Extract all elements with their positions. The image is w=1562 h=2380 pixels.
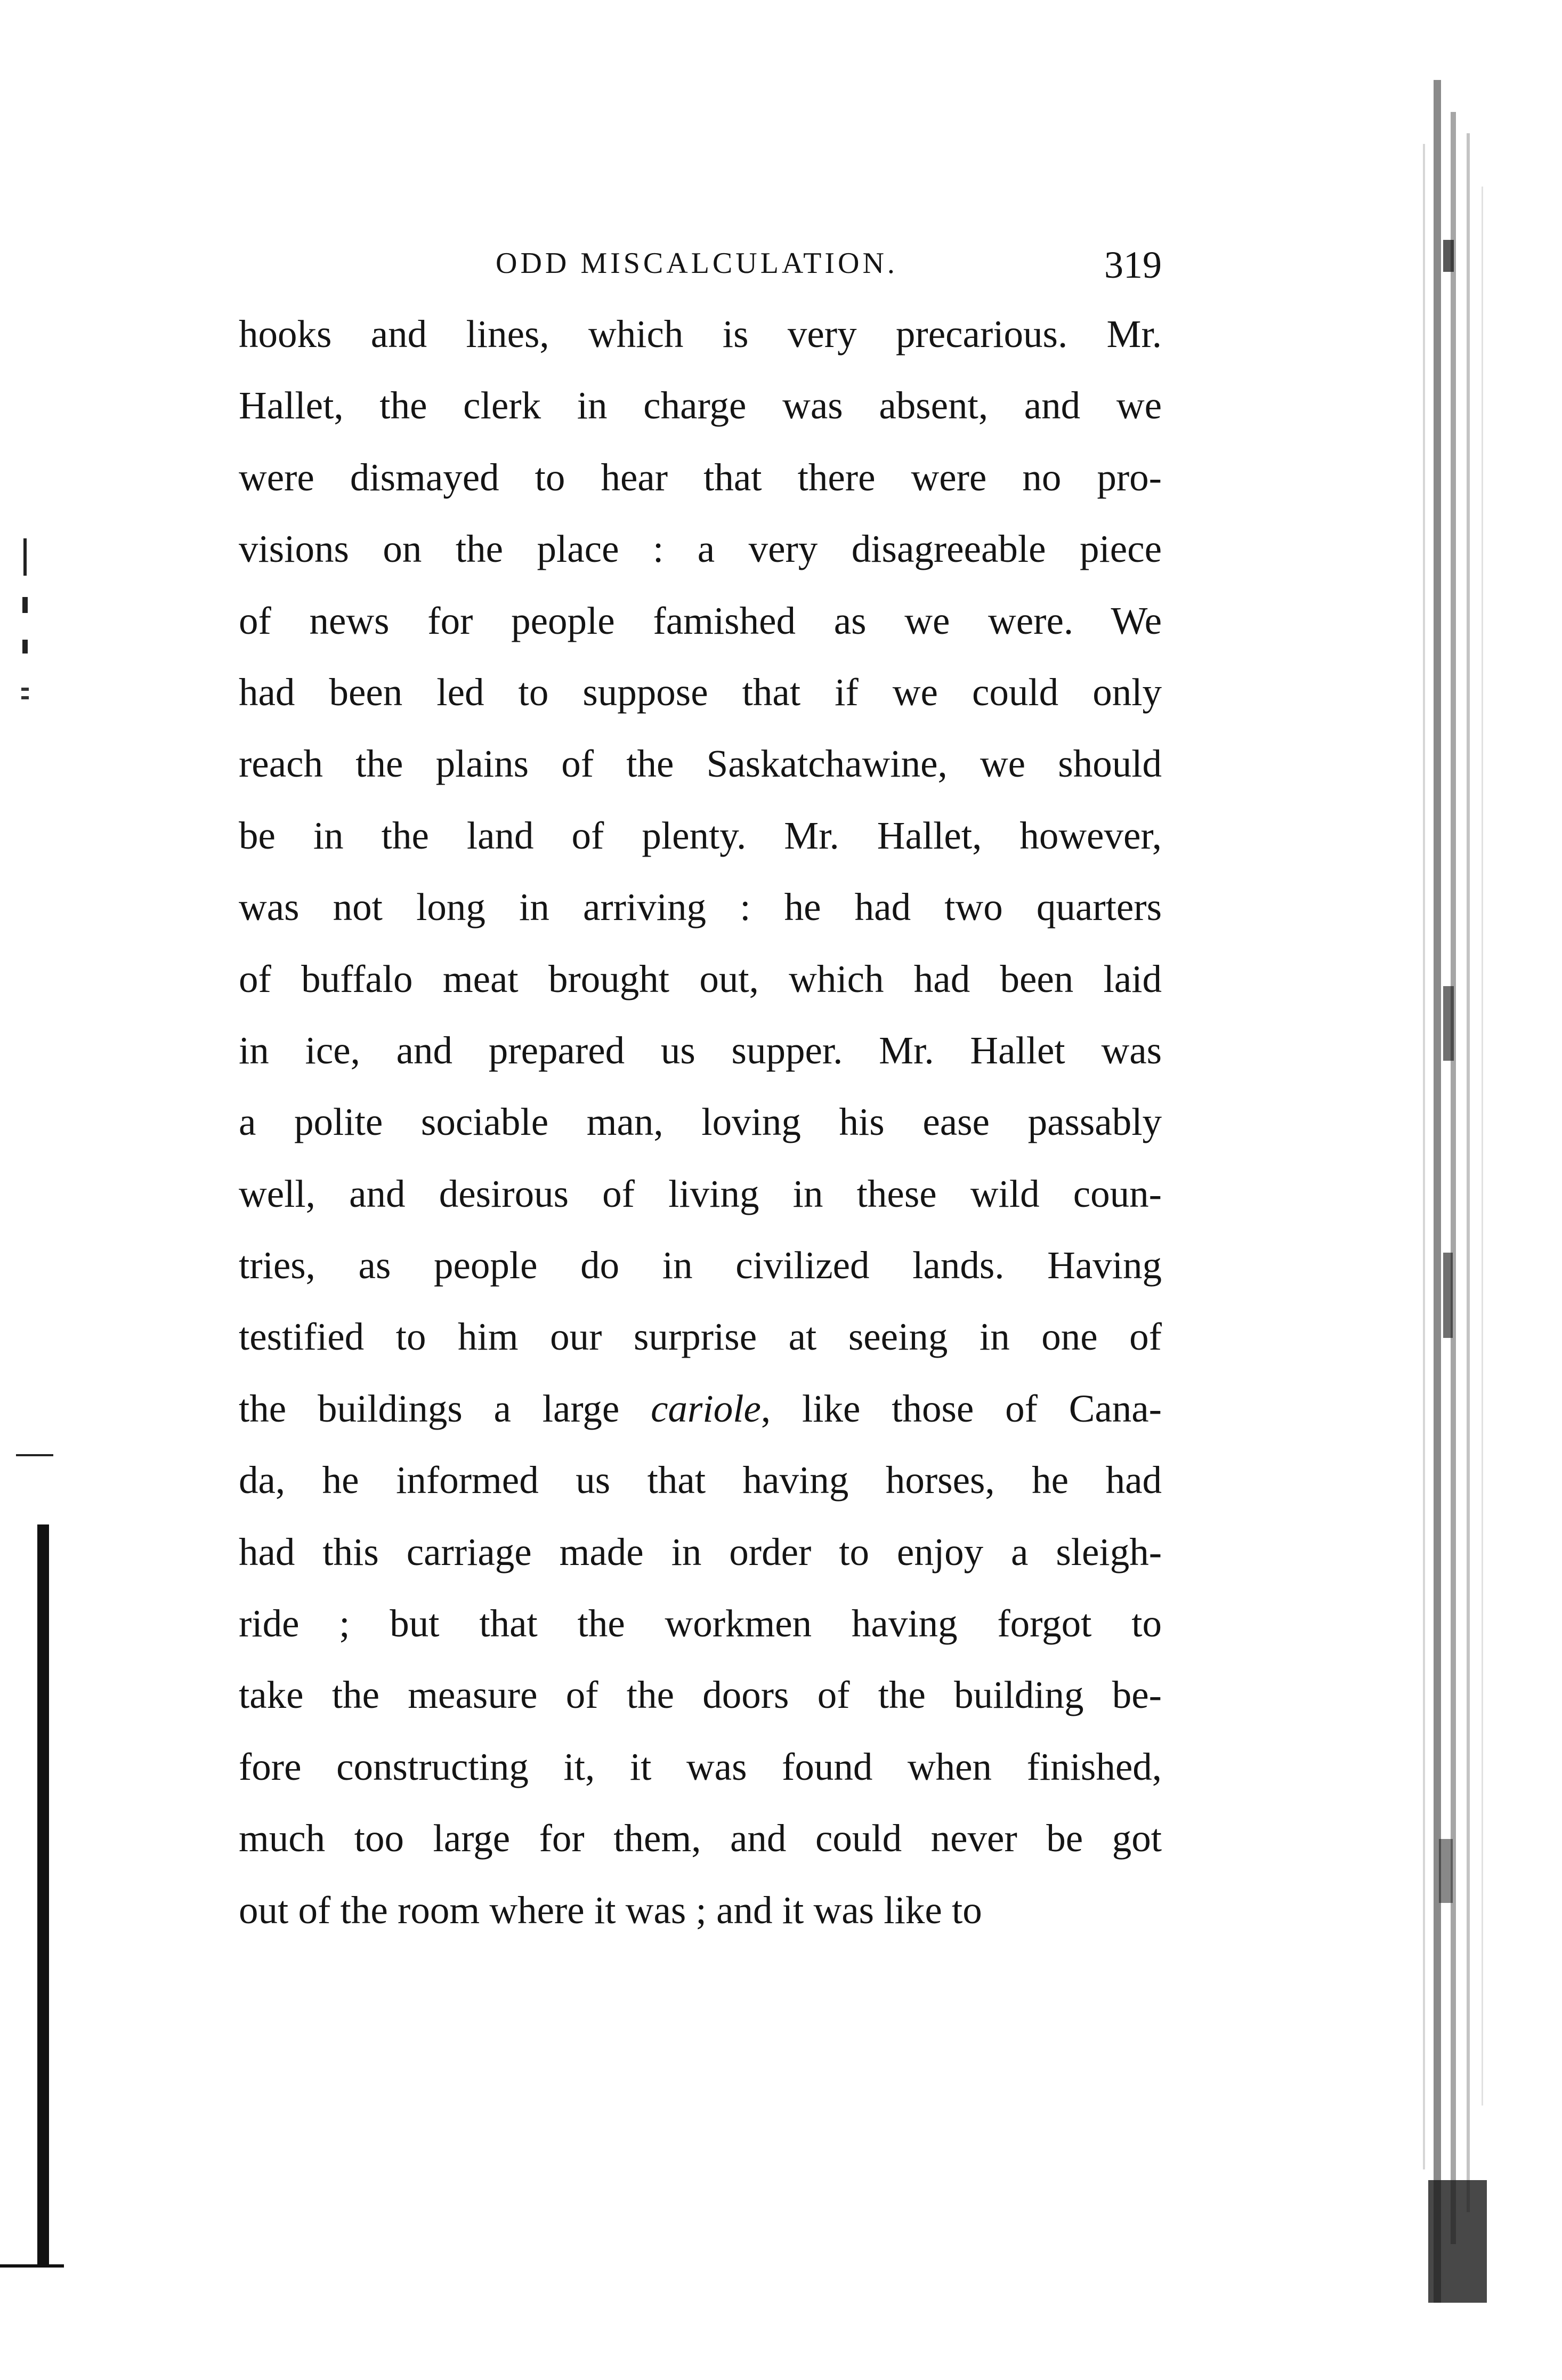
text-line: fore constructing it, it was found when finished, <box>239 1745 1162 1788</box>
scan-tick-left <box>16 1454 53 1456</box>
text-line: much too large for them, and could never be got <box>239 1817 1162 1860</box>
text-line: testified to him our surprise at seeing in one of <box>239 1315 1162 1359</box>
text-line: in ice, and prepared us supper. Mr. Hallet was <box>239 1028 1162 1072</box>
text-line: well, and desirous of living in these wild coun- <box>239 1172 1162 1215</box>
text-line: Hallet, the clerk in charge was absent, and we <box>239 384 1162 427</box>
text-line: were dismayed to hear that there were no pro- <box>239 455 1162 499</box>
page-number: 319 <box>1104 244 1162 286</box>
scan-marks-left <box>14 538 35 714</box>
text-line: reach the plains of the Saskatchawine, we should <box>239 742 1162 786</box>
line-end: , like those of Cana- <box>760 1386 1162 1430</box>
text-line: of news for people famished as we were. We <box>239 599 1162 642</box>
text-line: da, he informed us that having horses, he had <box>239 1458 1162 1502</box>
scan-foot-left <box>0 2264 64 2268</box>
scan-edge-artifact-right <box>1418 80 1503 2303</box>
running-title: ODD MISCALCULATION. <box>496 247 898 280</box>
text-line: out of the room where it was ; and it was like to <box>239 1888 982 1932</box>
text-line: had this carriage made in order to enjoy a sleigh- <box>239 1530 1162 1574</box>
text-line: visions on the place : a very disagreeable piece <box>239 527 1162 571</box>
text-line: had been led to suppose that if we could only <box>239 670 1162 714</box>
text-line: hooks and lines, which is very precarious. Mr. <box>239 312 1162 356</box>
text-line-with-italic <box>239 1373 1162 1445</box>
text-line: of buffalo meat brought out, which had been laid <box>239 957 1162 1001</box>
text-line: was not long in arriving : he had two quarters <box>239 885 1162 929</box>
text-line: tries, as people do in civilized lands. Having <box>239 1244 1162 1287</box>
scan-bar-left <box>37 1524 49 2265</box>
body-text <box>239 298 1162 1946</box>
text-line: a polite sociable man, loving his ease passably <box>239 1100 1162 1144</box>
running-header <box>234 246 1162 300</box>
line-start: the buildings a large <box>239 1386 620 1430</box>
italic-word: cariole <box>651 1386 761 1430</box>
text-line: take the measure of the doors of the building be- <box>239 1673 1162 1717</box>
text-line: ride ; but that the workmen having forgot to <box>239 1602 1162 1645</box>
text-line: be in the land of plenty. Mr. Hallet, however, <box>239 813 1162 857</box>
